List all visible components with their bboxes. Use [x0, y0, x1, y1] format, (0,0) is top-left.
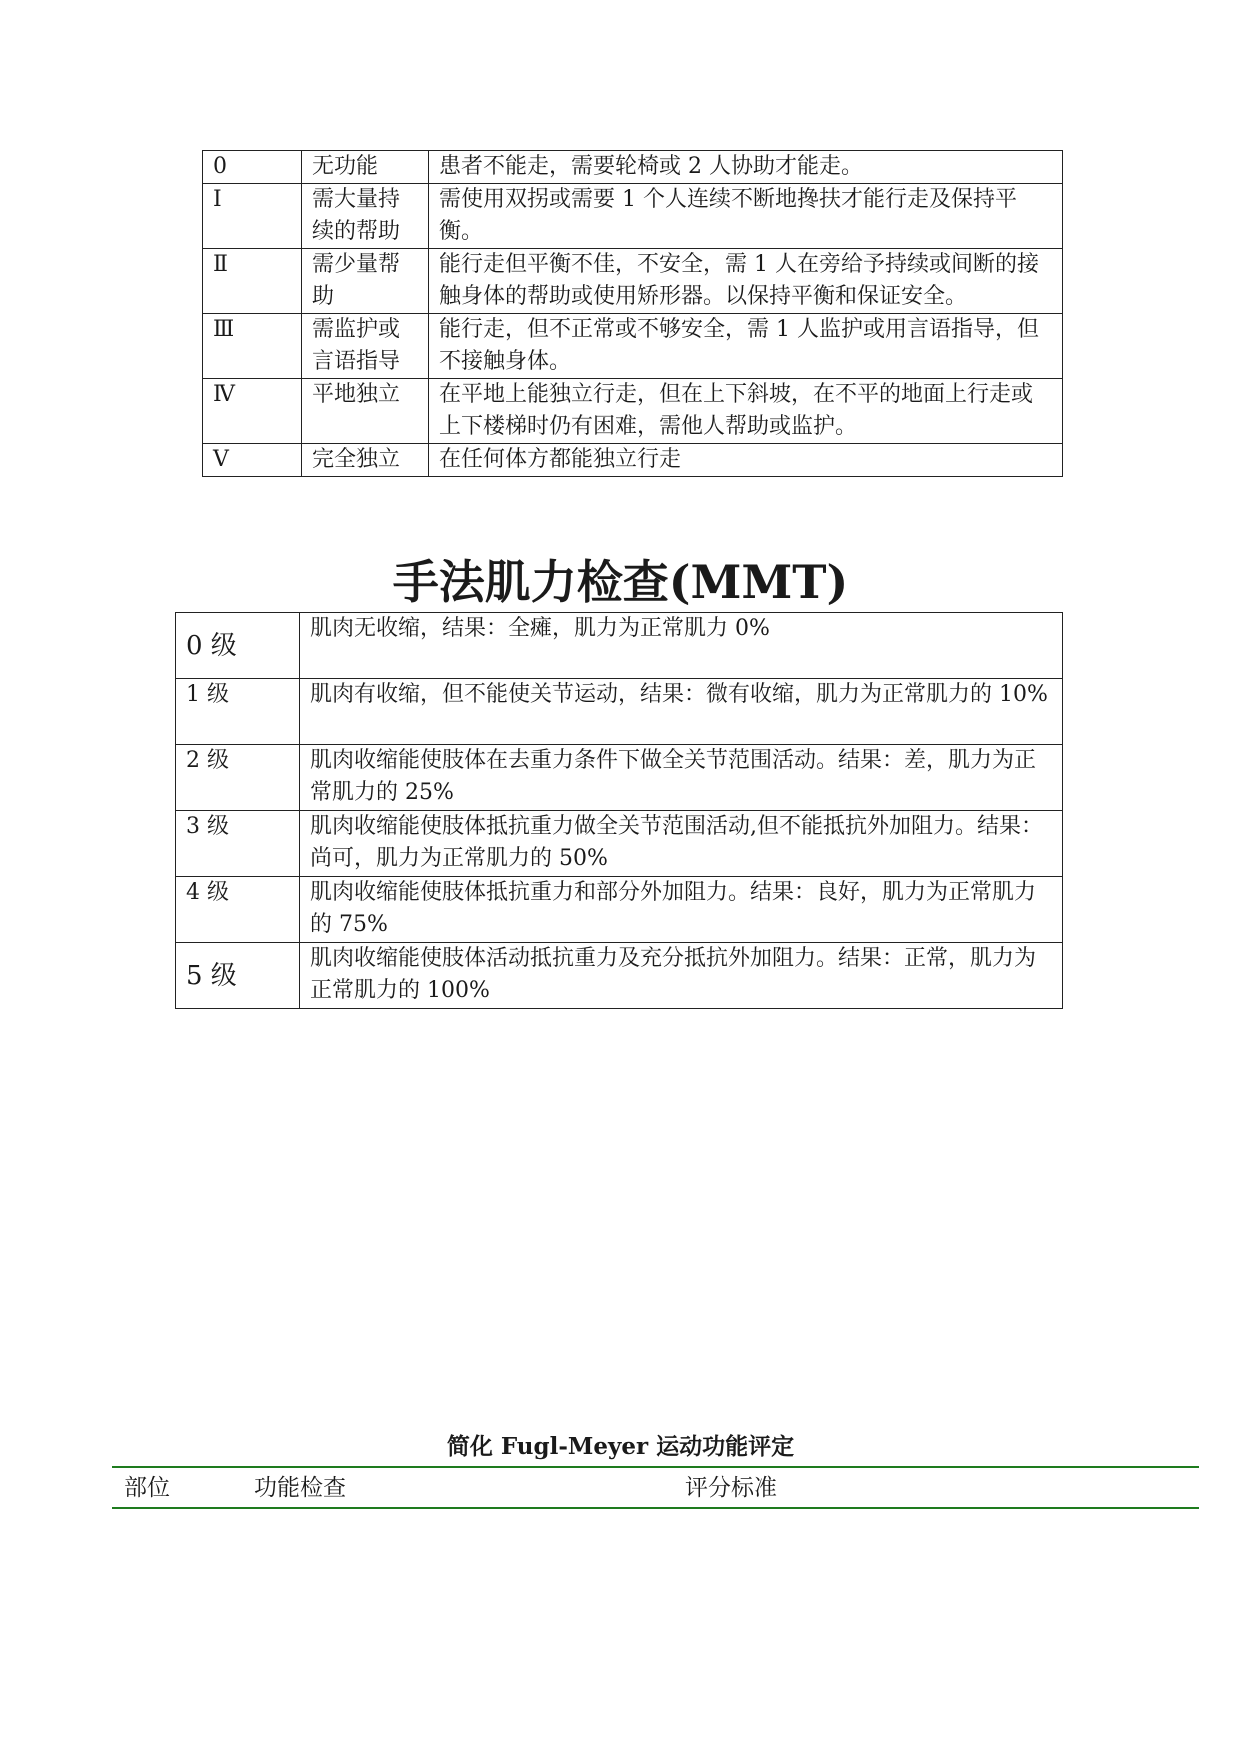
table-row — [203, 249, 1063, 314]
header-part: 部位 — [124, 1475, 170, 1501]
table-row — [203, 184, 1063, 249]
mmt-title: 手法肌力检查(MMT) — [392, 555, 849, 609]
table-row — [203, 151, 1063, 184]
name-cell: 完全独立 — [302, 444, 429, 477]
header-top-rule — [112, 1466, 1199, 1468]
table-row — [203, 444, 1063, 477]
name-cell: 需大量持续的帮助 — [302, 184, 429, 249]
desc-cell: 肌肉收缩能使肢体抵抗重力和部分外加阻力。结果：良好，肌力为正常肌力的 75% — [300, 877, 1063, 943]
grade-cell: 5 级 — [176, 943, 300, 1009]
name-cell: 需少量帮助 — [302, 249, 429, 314]
table-row — [203, 379, 1063, 444]
desc-cell: 在任何体方都能独立行走 — [429, 444, 1063, 477]
desc-cell: 肌肉收缩能使肢体在去重力条件下做全关节范围活动。结果：差，肌力为正常肌力的 25% — [300, 745, 1063, 811]
walking-ability-table — [202, 150, 1063, 477]
table-row — [176, 811, 1063, 877]
name-cell: 需监护或言语指导 — [302, 314, 429, 379]
table-row — [176, 745, 1063, 811]
table-row — [176, 943, 1063, 1009]
desc-cell: 在平地上能独立行走，但在上下斜坡，在不平的地面上行走或上下楼梯时仍有困难，需他人帮助或监护。 — [429, 379, 1063, 444]
table-row — [176, 877, 1063, 943]
level-cell: Ⅳ — [203, 379, 302, 444]
grade-cell: 1 级 — [176, 679, 300, 745]
desc-cell: 患者不能走，需要轮椅或 2 人协助才能走。 — [429, 151, 1063, 184]
header-exam: 功能检查 — [254, 1475, 346, 1501]
table-row — [176, 679, 1063, 745]
grade-cell: 0 级 — [176, 613, 300, 679]
fugl-meyer-table-header — [112, 1470, 1199, 1506]
table-row — [176, 613, 1063, 679]
table-row — [203, 314, 1063, 379]
grade-cell: 2 级 — [176, 745, 300, 811]
desc-cell: 能行走但平衡不佳，不安全，需 1 人在旁给予持续或间断的接触身体的帮助或使用矫形器。以保持平衡和保证安全。 — [429, 249, 1063, 314]
desc-cell: 肌肉收缩能使肢体抵抗重力做全关节范围活动,但不能抵抗外加阻力。结果：尚可，肌力为正常肌力的 50% — [300, 811, 1063, 877]
header-criteria: 评分标准 — [685, 1475, 777, 1501]
level-cell: Ⅱ — [203, 249, 302, 314]
grade-cell: 3 级 — [176, 811, 300, 877]
desc-cell: 肌肉收缩能使肢体活动抵抗重力及充分抵抗外加阻力。结果：正常，肌力为正常肌力的 100% — [300, 943, 1063, 1009]
desc-cell: 肌肉无收缩，结果：全瘫，肌力为正常肌力 0% — [300, 613, 1063, 679]
name-cell: 无功能 — [302, 151, 429, 184]
desc-cell: 需使用双拐或需要 1 个人连续不断地搀扶才能行走及保持平衡。 — [429, 184, 1063, 249]
grade-cell: 4 级 — [176, 877, 300, 943]
level-cell: 0 — [203, 151, 302, 184]
level-cell: Ⅰ — [203, 184, 302, 249]
desc-cell: 肌肉有收缩，但不能使关节运动，结果：微有收缩，肌力为正常肌力的 10% — [300, 679, 1063, 745]
level-cell: Ⅲ — [203, 314, 302, 379]
level-cell: Ⅴ — [203, 444, 302, 477]
mmt-table — [175, 612, 1063, 1009]
name-cell: 平地独立 — [302, 379, 429, 444]
fugl-meyer-title: 简化 Fugl-Meyer 运动功能评定 — [446, 1433, 795, 1460]
header-bottom-rule — [112, 1507, 1199, 1509]
desc-cell: 能行走，但不正常或不够安全，需 1 人监护或用言语指导，但不接触身体。 — [429, 314, 1063, 379]
